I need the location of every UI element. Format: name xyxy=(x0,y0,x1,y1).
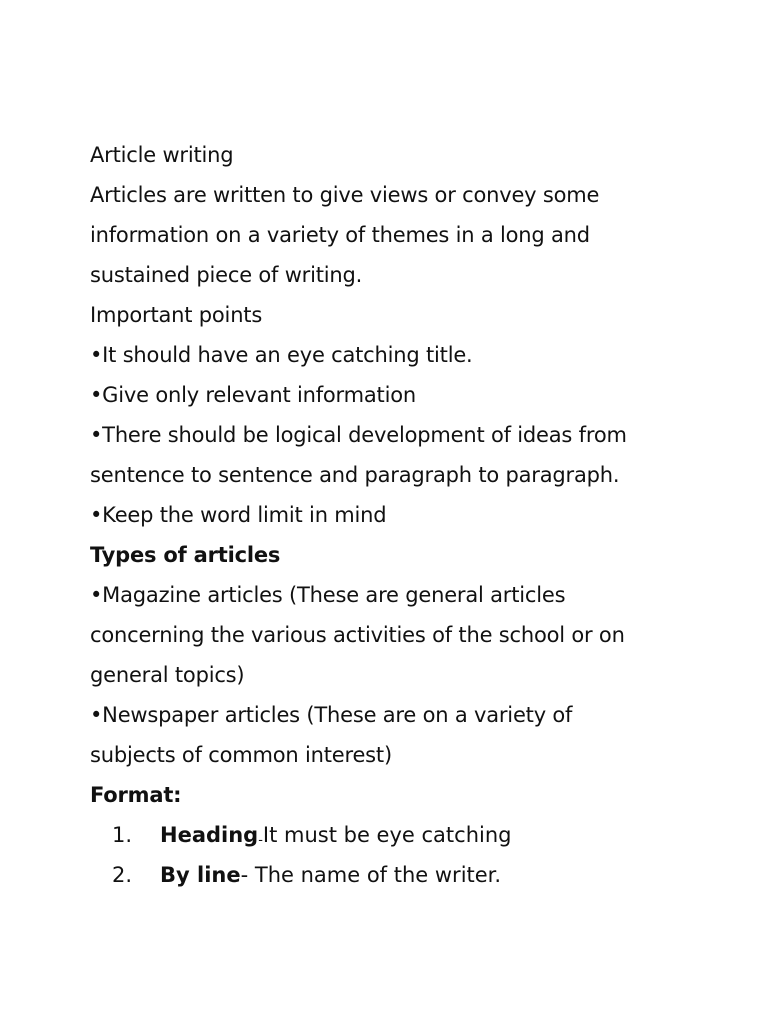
bullet-item: •It should have an eye catching title. xyxy=(90,343,473,367)
format-item-separator: - xyxy=(240,863,249,887)
format-item-number: 2. xyxy=(112,863,133,887)
type-item-continuation: subjects of common interest) xyxy=(90,743,392,767)
type-item: •Newspaper articles (These are on a variety of xyxy=(90,703,573,727)
format-item xyxy=(160,860,501,890)
types-heading: Types of articles xyxy=(90,543,281,567)
bullet-item-continuation: sentence to sentence and paragraph to paragraph. xyxy=(90,463,620,487)
format-heading: Format: xyxy=(90,783,182,807)
bullet-item: •Give only relevant information xyxy=(90,383,416,407)
format-item-label: By line xyxy=(160,863,241,887)
format-item xyxy=(160,820,511,856)
intro-line: sustained piece of writing. xyxy=(90,263,363,287)
important-points-heading: Important points xyxy=(90,303,263,327)
intro-line: information on a variety of themes in a long and xyxy=(90,223,590,247)
document-title: Article writing xyxy=(90,143,234,167)
format-item-text: It must be eye catching xyxy=(262,823,512,847)
type-item: •Magazine articles (These are general articles xyxy=(90,583,566,607)
type-item-continuation: concerning the various activities of the school or on xyxy=(90,623,625,647)
format-item-text: The name of the writer. xyxy=(248,863,502,887)
format-item-number: 1. xyxy=(112,823,133,847)
format-item-label: Heading xyxy=(160,823,259,847)
format-item-separator: - xyxy=(258,833,263,848)
type-item-continuation: general topics) xyxy=(90,663,245,687)
intro-line: Articles are written to give views or convey some xyxy=(90,183,600,207)
bullet-item: •Keep the word limit in mind xyxy=(90,503,387,527)
bullet-item: •There should be logical development of ideas from xyxy=(90,423,627,447)
